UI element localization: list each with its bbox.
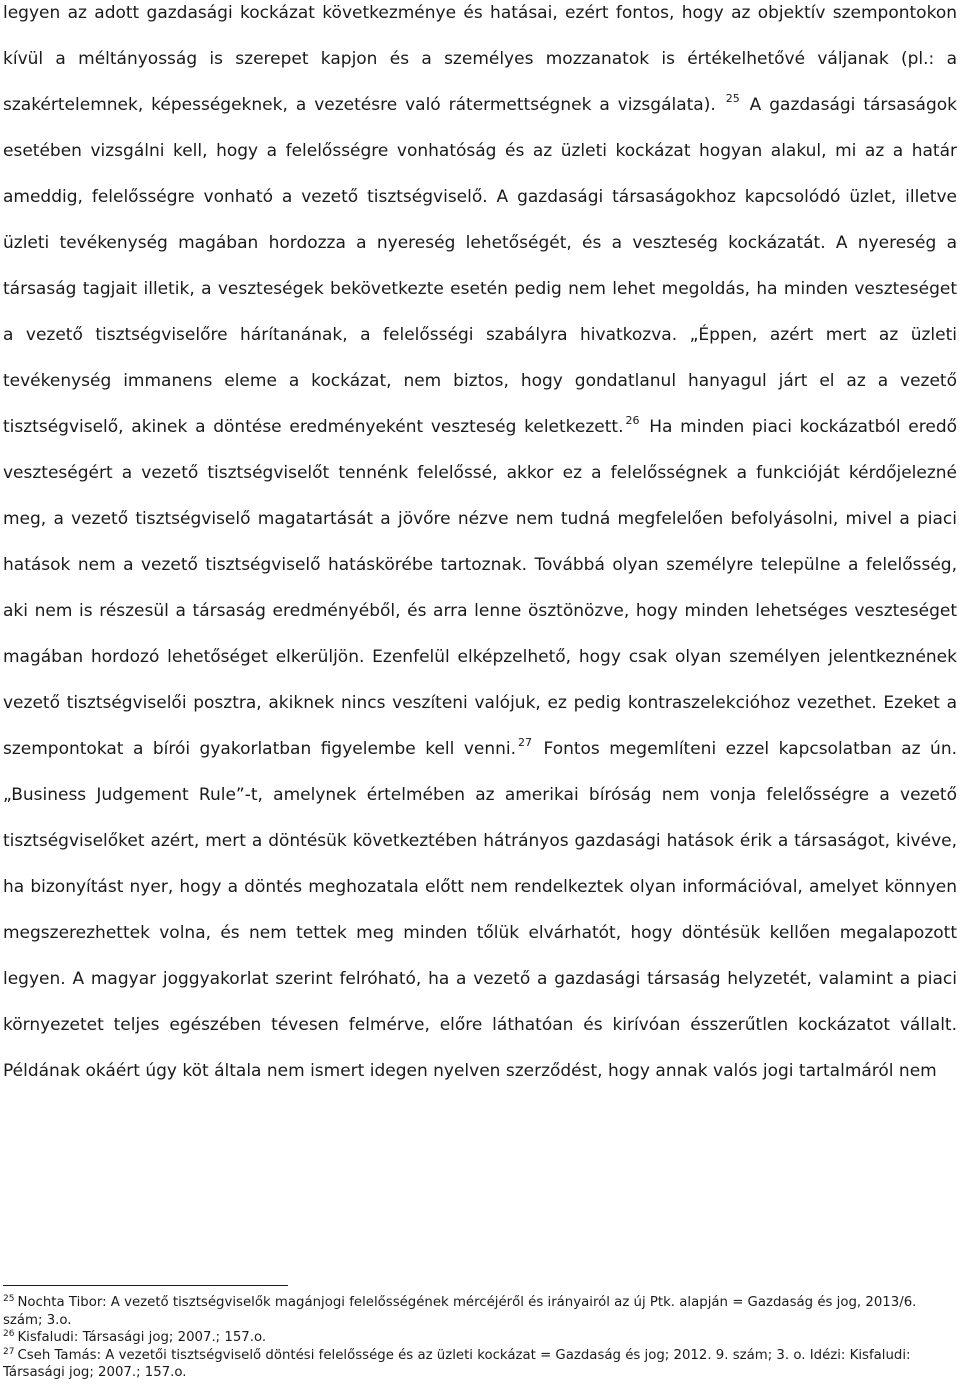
body-sentence-3: Ha minden piaci kockázatból eredő veszteségért a vezető tisztségviselőt tennénk felelőssé, akkor ez a felelősségnek a funkcióját kérdőjelezné meg, a vezető tisztségviselő magatartását a jövőre nézve nem tudná megfelelően befolyásolni, mivel a piaci hatások nem a vezető tisztségviselő hatáskörébe tartoznak. Továbbá olyan személyre települne a felelősség, aki nem is részesül a társaság eredményéből, és arra lenne ösztönözve, hogy minden lehetséges veszteséget magában hordozó lehetőséget elkerüljön. Ezenfelül elképzelhető, hogy csak olyan személyen jelentkeznének vezető tisztségviselői posztra, akiknek nincs veszíteni valójuk, ez pedig kontraszelekcióhoz vezethet. Ezeket a szempontokat a bírói gyakorlatban figyelembe kell venni.	[3, 417, 958, 759]
footnote-separator	[3, 1285, 288, 1286]
footnote-ref-26[interactable]: 26	[625, 414, 640, 427]
footnote-ref-27[interactable]: 27	[518, 736, 533, 749]
footnote-25	[3, 1294, 933, 1329]
footnote-text: Nochta Tibor: A vezető tisztségviselők magánjogi felelősségének mércéjéről és irányairól az új Ptk. alapján = Gazdaság és jog, 2013/6. szám; 3.o.	[3, 1295, 917, 1328]
body-sentence-4: Fontos megemlíteni ezzel kapcsolatban az ún. „Business Judgement Rule”-t, amelynek értelmében az amerikai bíróság nem vonja felelősségre a vezető tisztségviselőket azért, mert a döntésük következtében hátrányos gazdasági hatások érik a társaságot, kivéve, ha bizonyítást nyer, hogy a döntés meghozatala előtt nem rendelkeztek olyan információval, amelyet könnyen megszerezhettek volna, és nem tettek meg minden tőlük elvárhatót, hogy döntésük kellően megalapozott legyen. A magyar joggyakorlat szerint felróható, ha a vezető a gazdasági társaság helyzetét, valamint a piaci környezetet teljes egészében tévesen felmérve, előre láthatóan és kirívóan ésszerűtlen kockázatot vállalt. Példának okáért úgy köt általa nem ismert idegen nyelven szerződést, hogy annak valós jogi tartalmáról nem	[3, 739, 957, 1081]
body-sentence-1: legyen az adott gazdasági kockázat következménye és hatásai, ezért fontos, hogy az objektív szempontokon kívül a méltányosság is szerepet kapjon és a személyes mozzanatok is értékelhetővé váljanak (pl.: a szakértelemnek, képességeknek, a vezetésre való rátermettségnek a vizsgálata).	[3, 3, 957, 115]
footnote-number: 27	[3, 1346, 15, 1357]
footnote-number: 25	[3, 1294, 15, 1304]
footnote-27	[3, 1347, 933, 1382]
footnote-ref-25[interactable]: 25	[725, 92, 740, 105]
footnote-text: Kisfaludi: Társasági jog; 2007.; 157.o.	[17, 1330, 267, 1345]
footnote-text: Cseh Tamás: A vezetői tisztségviselő döntési felelőssége és az üzleti kockázat = Gazdaság és jog; 2012. 9. szám; 3. o. Idézi: Kisfaludi: Társasági jog; 2007.; 157.o.	[3, 1347, 911, 1380]
footnote-26	[3, 1329, 933, 1347]
body-sentence-2: A gazdasági társaságok esetében vizsgálni kell, hogy a felelősségre vonhatóság és az üzleti kockázat hogyan alakul, mi az a határ ameddig, felelősségre vonható a vezető tisztségviselő. A gazdasági társaságokhoz kapcsolódó üzlet, illetve üzleti tevékenység magában hordozza a nyereség lehetőségét, és a veszteség kockázatát. A nyereség a társaság tagjait illetik, a veszteségek bekövetkezte esetén pedig nem lehet megoldás, ha minden veszteséget a vezető tisztségviselőre hárítanának, a felelősségi szabályra hivatkozva. „Éppen, azért mert az üzleti tevékenység immanens eleme a kockázat, nem biztos, hogy gondatlanul hanyagul járt el az a vezető tisztségviselő, akinek a döntése eredményeként veszteség keletkezett.	[3, 95, 957, 437]
footnotes	[3, 1294, 933, 1382]
footnote-number: 26	[3, 1329, 15, 1339]
body-paragraph	[3, 0, 957, 1094]
